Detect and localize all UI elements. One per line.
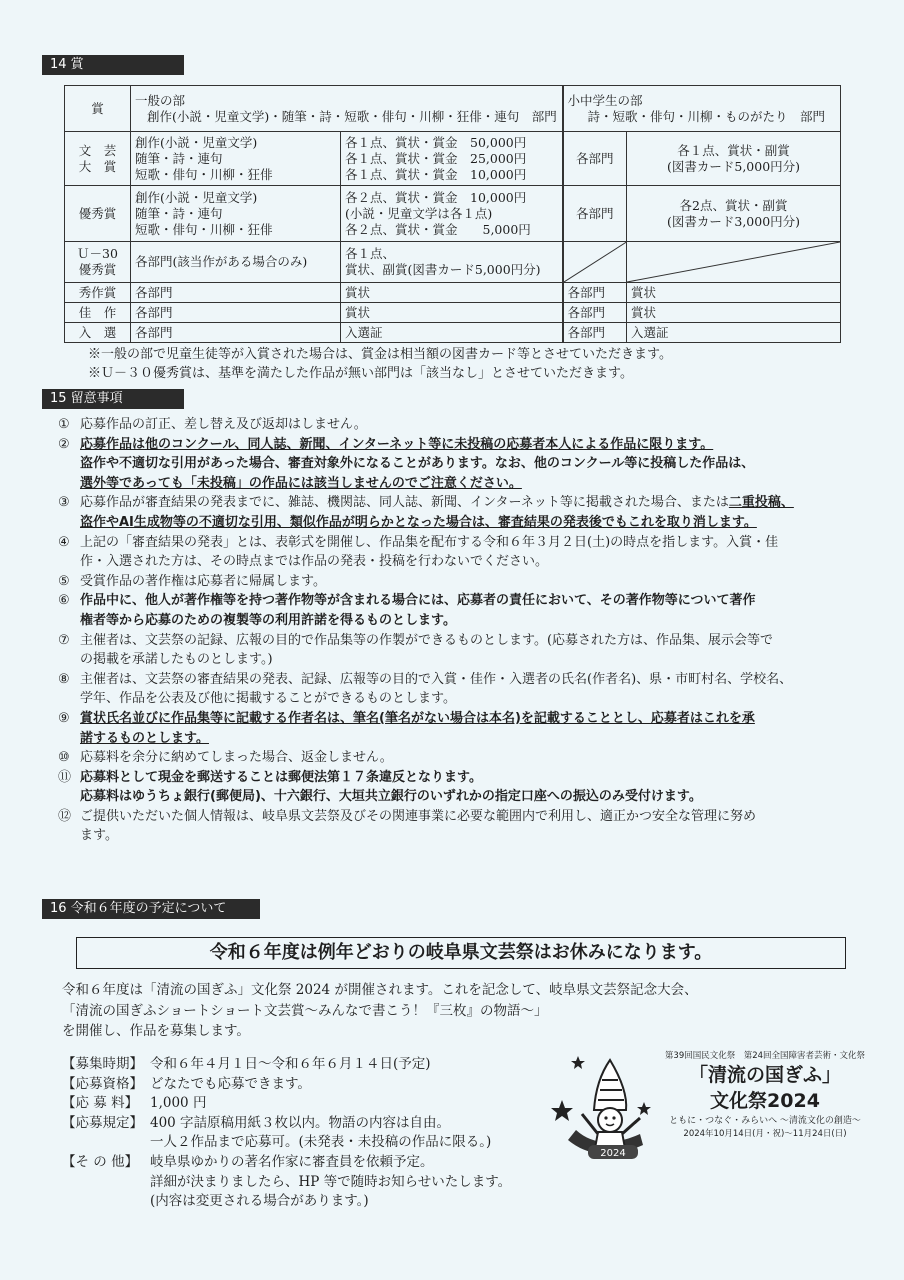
yushu-prizes: 各２点、賞状・賞金 10,000円 (小説・児童文学は各１点) 各２点、賞状・賞金 5,000円 [341,186,563,242]
page: 14 賞 賞 一般の部 創作(小説・児童文学)・随筆・詩・短歌・俳句・川柳・狂俳・連句 部門 小中学生の部 詩・短歌・俳句・川柳・ものがたり 部門 文 芸 大 賞 創作(小説・児童文学) 随筆・詩・連句 短歌・俳句・川柳・狂俳 各１点、賞状・賞金 50,000円 各１点、賞状・賞金 25,000円 各１点、賞状・賞金 10,000円 各部門 各１点、賞状・副賞 (図書カード5,000円分) 優秀賞 創作(小説・児童文学) 随筆・詩・連句 短歌・俳句・川柳・狂俳 各２点、賞状・賞金 10,000円 (小説・児童文学は各１点) 各２点、賞状・賞金 5,000円 各部門 各2点、賞状・副賞 (図書カード3,000円分) Ｕ－30 優秀賞 各部門(該当作がある場合のみ) 各１点、 賞状、副賞(図書カード5,000円分) 秀作賞 各部門 賞状 各部門 賞状 佳 作 各部門 賞状 各部門 賞状 入 選 各部門 入選証 各部門 入選証 ※一般の部で児童生徒等が入賞された場合は、賞金は相当額の図書カード等とさせていただきます。 ※Ｕ－３０優秀賞は、基準を満たした作品が無い部門は「該当なし」とさせていただきます。 15 留意事項 ① 応募作品の訂正、差し替え及び返却はしません。 ② 応募作品は他のコンクール、同人誌、新聞、インターネット等に未投稿の応募者本人による作品に限ります。 盗作や不適切な引用があった場合、審査対象外になることがあります。なお、他のコンクール等に投稿した作品は、 選外等であっても「未投稿」の作品には該当しませんのでご注意ください。 ③ 応募作品が審査結果の発表までに、雑誌、機関誌、同人誌、新聞、インターネット等に掲載された場合、または二重投稿、 盗作やAI生成物等の不適切な引用、類似作品が明らかとなった場合は、審査結果の発表後でもこれを取り消します。 ④ 上記の「審査結果の発表」とは、表彰式を開催し、作品集を配布する令和６年３月２日(土)の時点を指します。入賞・佳 作・入選された方は、その時点までは作品の発表・投稿を行わないでください。 ⑤ 受賞作品の著作権は応募者に帰属します。 ⑥ 作品中に、他人が著作権等を持つ著作物等が含まれる場合には、応募者の責任において、その著作物等について著作 権者等から応募のための複製等の利用許諾を得るものとします。 ⑦ 主催者は、文芸祭の記録、広報の目的で作品集等の作製ができるものとします。(応募された方は、作品集、展示会等で の掲載を承諾したものとします。) ⑧ 主催者は、文芸祭の審査結果の発表、記録、広報等の目的で入賞・佳作・入選者の氏名(作者名)、県・市町村名、学校名、 学年、作品を公表及び他に掲載することができるものとします。 ⑨ 賞状氏名並びに作品集等に記載する作者名は、筆名(筆名がない場合は本名)を記載することとし、応募者はこれを承 諾するものとします。 ⑩ 応募料を余分に納めてしまった場合、返金しません。 ⑪ 応募料として現金を郵送することは郵便法第１７条違反となります。 応募料はゆうちょ銀行(郵便局)、十六銀行、大垣共立銀行のいずれかの指定口座への振込のみ受付けます。 ⑫ ご提供いただいた個人情報は、岐阜県文芸祭及びその関連事業に必要な範囲内で利用し、適正かつ安全な管理に努め ます。 16 令和６年度の予定について 令和６年度は例年どおりの岐阜県文芸祭はお休みになります。 令和６年度は「清流の国ぎふ」文化祭 2024 が開催されます。これを記念して、岐阜県文芸祭記念大会、 「清流の国ぎふショートショート文芸賞～みんなで書こう！『三枚』の物語～」 を開催し、作品を募集します。 【募集時期】 令和６年４月１日～令和６年６月１４日(予定) 【応募資格】 どなたでも応募できます。 【応 募 料】 1,000 円 【応募規定】 400 字詰原稿用紙３枚以内。物語の内容は自由。 一人２作品まで応募可。(未発表・未投稿の作品に限る。) 【そ の 他】 岐阜県ゆかりの著名作家に審査員を依頼予定。 詳細が決まりましたら、HP 等で随時お知らせいたします。 (内容は変更される場合があります。) 2024 第39回国民文化祭 第24回全国障害者芸術・文化祭 「清流の国ぎふ」 文化祭2024 ともに・つなぐ・みらいへ ～清流文化の創造～ 2024年10月14日(月・祝)～11月24日(日) [0,0,904,1280]
yushu-youth-prize: 各2点、賞状・副賞 (図書カード3,000円分) [627,186,841,242]
award-table [64,85,841,343]
award-notes [88,345,672,383]
logo-title-2: 文化祭2024 [710,1090,820,1112]
u30-category: 各部門(該当作がある場合のみ) [131,242,341,283]
nyusen-label: 入 選 [65,323,131,343]
nyusen-category: 各部門 [131,323,341,343]
note-item: ④ 上記の「審査結果の発表」とは、表彰式を開催し、作品集を配布する令和６年３月２日(土)の時点を指します。入賞・佳 作・入選された方は、その時点までは作品の発表・投稿を行わないでください。 [58,534,779,570]
kasaku-label: 佳 作 [65,303,131,323]
note-item: ⑫ ご提供いただいた個人情報は、岐阜県文芸祭及びその関連事業に必要な範囲内で利用し、適正かつ安全な管理に努め ます。 [58,808,757,844]
kasaku-prize: 賞状 [341,303,563,323]
notice-box: 令和６年度は例年どおりの岐阜県文芸祭はお休みになります。 [76,937,846,969]
note-item: ⑥ 作品中に、他人が著作権等を持つ著作物等が含まれる場合には、応募者の責任において、その著作物等について著作 権者等から応募のための複製等の利用許諾を得るものとします。 [58,593,756,628]
shusaku-category: 各部門 [131,283,341,303]
yushu-youth-category: 各部門 [563,186,627,242]
note-item: ⑩ 応募料を余分に納めてしまった場合、返金しません。 [58,750,393,766]
logo-top: 第39回国民文化祭 第24回全国障害者芸術・文化祭 [664,1051,866,1061]
u30-youth-empty-2 [627,242,841,283]
u30-youth-empty-1 [563,242,627,283]
header-general: 一般の部 創作(小説・児童文学)・随筆・詩・短歌・俳句・川柳・狂俳・連句 部門 [131,86,563,132]
award-note: ※Ｕ－３０優秀賞は、基準を満たした作品が無い部門は「該当なし」とさせていただきます。 [88,366,633,381]
logo-slogan: ともに・つなぐ・みらいへ ～清流文化の創造～ [669,1116,861,1126]
festival-logo-text [650,1050,880,1141]
header-youth: 小中学生の部 詩・短歌・俳句・川柳・ものがたり 部門 [563,86,841,132]
note-item: ⑦ 主催者は、文芸祭の記録、広報の目的で作品集等の作製ができるものとします。(応募された方は、作品集、展示会等で の掲載を承諾したものとします。) [58,632,774,668]
shusaku-label: 秀作賞 [65,283,131,303]
kasaku-youth-category: 各部門 [563,303,627,323]
nyusen-youth-category: 各部門 [563,323,627,343]
u30-label: Ｕ－30 優秀賞 [65,242,131,283]
bungei-prizes: 各１点、賞状・賞金 50,000円 各１点、賞状・賞金 25,000円 各１点、賞状・賞金 10,000円 [341,132,563,186]
kasaku-category: 各部門 [131,303,341,323]
logo-title-1: 「清流の国ぎふ」 [688,1064,841,1086]
notes-list [52,415,794,846]
note-item: ② 応募作品は他のコンクール、同人誌、新聞、インターネット等に未投稿の応募者本人による作品に限ります。 盗作や不適切な引用があった場合、審査対象外になることがあります。なお、他のコンクール等に投稿した作品は、 選外等であっても「未投稿」の作品には該当しませんのでご注意ください。 [58,436,755,491]
yushu-label: 優秀賞 [65,186,131,242]
bungei-taisho-label: 文 芸 大 賞 [65,132,131,186]
header-award: 賞 [65,86,131,132]
note-item: ⑤ 受賞作品の著作権は応募者に帰属します。 [58,573,326,589]
bungei-youth-category: 各部門 [563,132,627,186]
kasaku-youth-prize: 賞状 [627,303,841,323]
nyusen-youth-prize: 入選証 [627,323,841,343]
shusaku-youth-prize: 賞状 [627,283,841,303]
note-item: ① 応募作品の訂正、差し替え及び返却はしません。 [58,417,367,432]
bungei-categories: 創作(小説・児童文学) 随筆・詩・連句 短歌・俳句・川柳・狂俳 [131,132,341,186]
u30-prize: 各１点、 賞状、副賞(図書カード5,000円分) [341,242,563,283]
award-note: ※一般の部で児童生徒等が入賞された場合は、賞金は相当額の図書カード等とさせていただきます。 [88,347,672,362]
section-15-header: 15 留意事項 [42,389,184,409]
section-14-header: 14 賞 [42,55,184,75]
note-item: ⑨ 賞状氏名並びに作品集等に記載する作者名は、筆名(筆名がない場合は本名)を記載することとし、応募者はこれを承 諾するものとします。 [58,710,755,746]
diagonal-line-icon [564,242,627,282]
yushu-categories: 創作(小説・児童文学) 随筆・詩・連句 短歌・俳句・川柳・狂俳 [131,186,341,242]
intro-paragraph: 令和６年度は「清流の国ぎふ」文化祭 2024 が開催されます。これを記念して、岐阜県文芸祭記念大会、 「清流の国ぎふショートショート文芸賞～みんなで書こう！『三枚』の物語～」 を開催し、作品を募集します。 [62,982,698,1039]
note-item: ⑧ 主催者は、文芸祭の審査結果の発表、記録、広報等の目的で入賞・佳作・入選者の氏名(作者名)、県・市町村名、学校名、 学年、作品を公表及び他に掲載することができるものとします。 [58,671,793,707]
nyusen-prize: 入選証 [341,323,563,343]
bungei-youth-prize: 各１点、賞状・副賞 (図書カード5,000円分) [627,132,841,186]
diagonal-line-icon [627,242,840,282]
shusaku-youth-category: 各部門 [563,283,627,303]
section-16-header: 16 令和６年度の予定について [42,899,260,919]
shusaku-prize: 賞状 [341,283,563,303]
note-item: ⑪ 応募料として現金を郵送することは郵便法第１７条違反となります。 応募料はゆうちょ銀行(郵便局)、十六銀行、大垣共立銀行のいずれかの指定口座への振込のみ受付けます。 [58,769,702,805]
logo-year: 2024 [600,1148,626,1159]
note-item: ③ 応募作品が審査結果の発表までに、雑誌、機関誌、同人誌、新聞、インターネット等に掲載された場合、または二重投稿、 盗作やAI生成物等の不適切な引用、類似作品が明らかとなった場合は、審査結果の発表後でもこれを取り消します。 [58,495,794,530]
logo-dates: 2024年10月14日(月・祝)～11月24日(日) [683,1129,847,1139]
